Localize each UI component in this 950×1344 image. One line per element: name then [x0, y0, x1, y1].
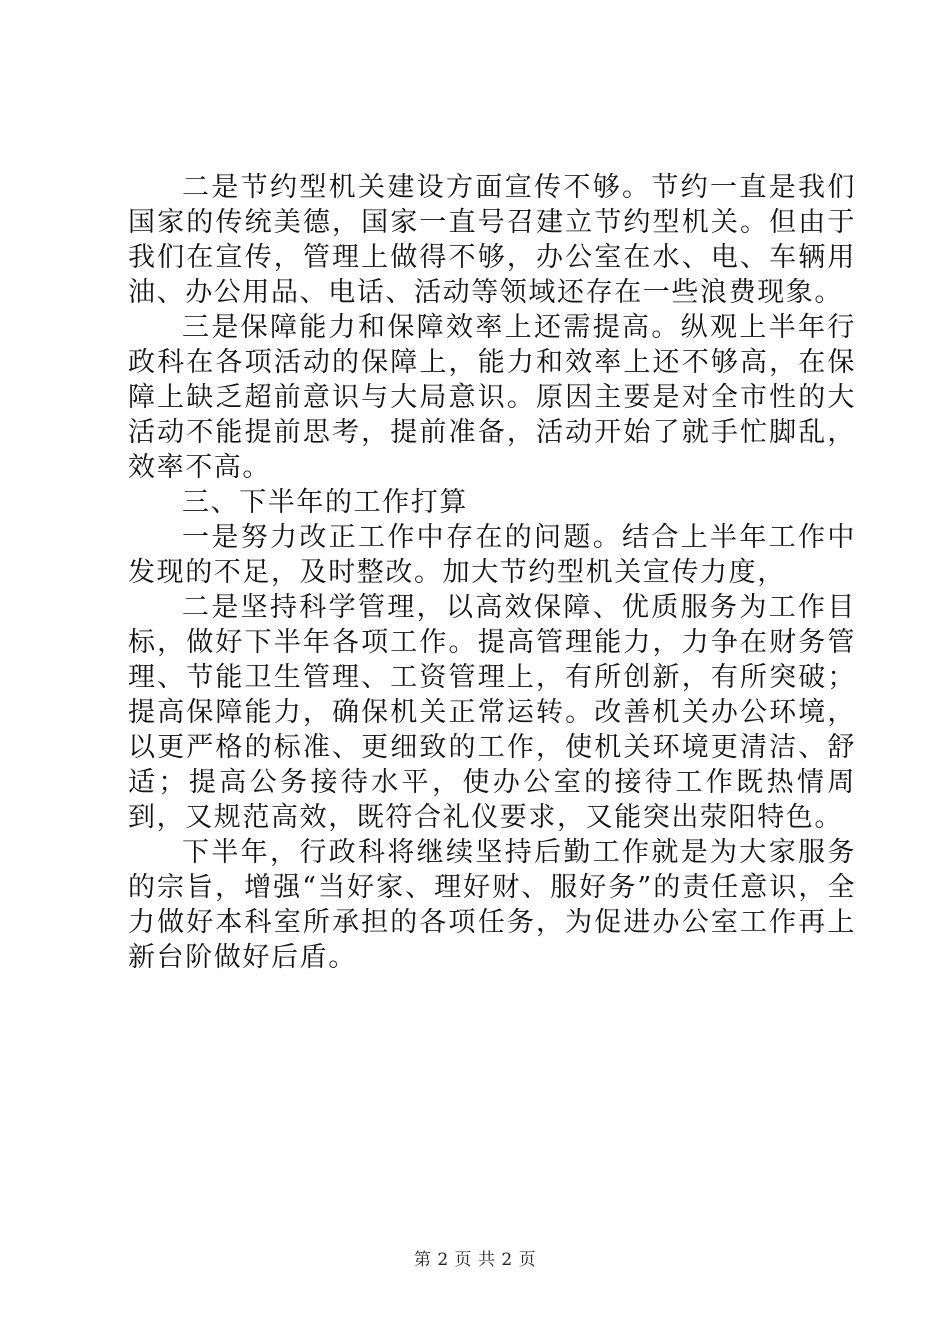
page-footer: 第 2 页 共 2 页: [413, 1250, 537, 1270]
paragraph-support-capability: 三是保障能力和保障效率上还需提高。纵观上半年行政科在各项活动的保障上，能力和效率上还不够高，在保障上缺乏超前意识与大局意识。原因主要是对全市性的大活动不能提前思考，提前准备，活动开始了就手忙脚乱，效率不高。: [128, 312, 856, 483]
section-heading-second-half-plan: 三、下半年的工作打算: [182, 487, 468, 518]
document-body: [128, 170, 856, 975]
paragraph-conclusion: 下半年，行政科将继续坚持后勤工作就是为大家服务的宗旨，增强“当好家、理好财、服好务”的责任意识，全力做好本科室所承担的各项任务，为促进办公室工作再上新台阶做好后盾。: [128, 837, 856, 973]
paragraph-correct-problems: 一是努力改正工作中存在的问题。结合上半年工作中发现的不足，及时整改。加大节约型机关宣传力度，: [128, 522, 856, 588]
paragraph-scientific-management: 二是坚持科学管理，以高效保障、优质服务为工作目标，做好下半年各项工作。提高管理能力，力争在财务管理、节能卫生管理、工资管理上，有所创新，有所突破；提高保障能力，确保机关正常运转。改善机关办公环境，以更严格的标准、更细致的工作，使机关环境更清洁、舒适；提高公务接待水平，使办公室的接待工作既热情周到，又规范高效，既符合礼仪要求，又能突出荥阳特色。: [128, 592, 856, 833]
paragraph-conservation-publicity: 二是节约型机关建设方面宣传不够。节约一直是我们国家的传统美德，国家一直号召建立节约型机关。但由于我们在宣传，管理上做得不够，办公室在水、电、车辆用油、办公用品、电话、活动等领域还存在一些浪费现象。: [128, 172, 856, 308]
